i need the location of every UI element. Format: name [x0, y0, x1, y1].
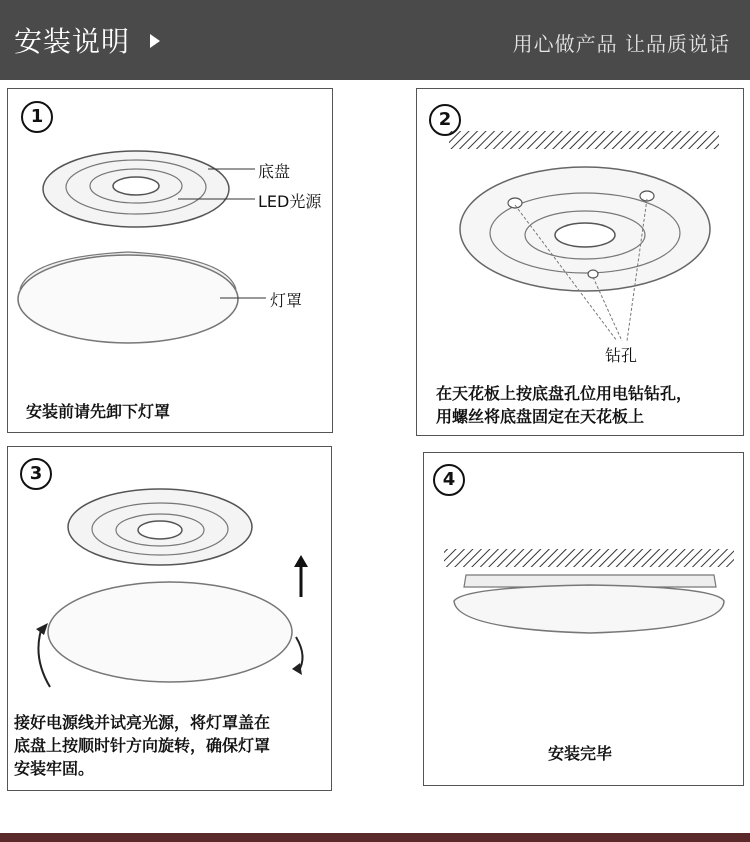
base-label: 底盘 — [258, 162, 291, 181]
step-caption-line: 在天花板上按底盘孔位用电钻钻孔， — [436, 384, 693, 403]
step-caption: 安装前请先卸下灯罩 — [26, 402, 171, 421]
footer-bar — [0, 833, 750, 842]
step-1-illustration — [8, 89, 334, 434]
page-title: 安装说明 — [14, 25, 131, 58]
step-panel-3 — [7, 446, 332, 791]
step-number-badge: 1 — [21, 101, 53, 133]
ceiling-hatch — [444, 549, 734, 567]
installed-lamp-shape — [454, 585, 724, 633]
play-triangle-icon — [150, 34, 160, 48]
drill-label: 钻孔 — [605, 346, 638, 365]
step-number-badge: 3 — [20, 458, 52, 490]
step-caption: 安装完毕 — [548, 744, 613, 763]
step-panel-1 — [7, 88, 333, 433]
step-caption-line: 用螺丝将底盘固定在天花板上 — [436, 407, 645, 426]
header-slogan: 用心做产品 让品质说话 — [512, 32, 730, 56]
cover-label: 灯罩 — [270, 291, 303, 310]
step-caption-line: 接好电源线并试亮光源，将灯罩盖在 — [14, 713, 271, 732]
step-4-illustration — [424, 453, 745, 787]
step-number-badge: 4 — [433, 464, 465, 496]
step-caption-line: 安装牢固。 — [14, 759, 95, 778]
step-caption-line: 底盘上按顺时针方向旋转，确保灯罩 — [14, 736, 271, 755]
ceiling-hatch — [449, 131, 719, 149]
step-panel-4 — [423, 452, 744, 786]
led-label: LED光源 — [258, 192, 322, 211]
step-panel-2 — [416, 88, 744, 436]
step-number-badge: 2 — [429, 104, 461, 136]
header-bar — [0, 0, 750, 80]
